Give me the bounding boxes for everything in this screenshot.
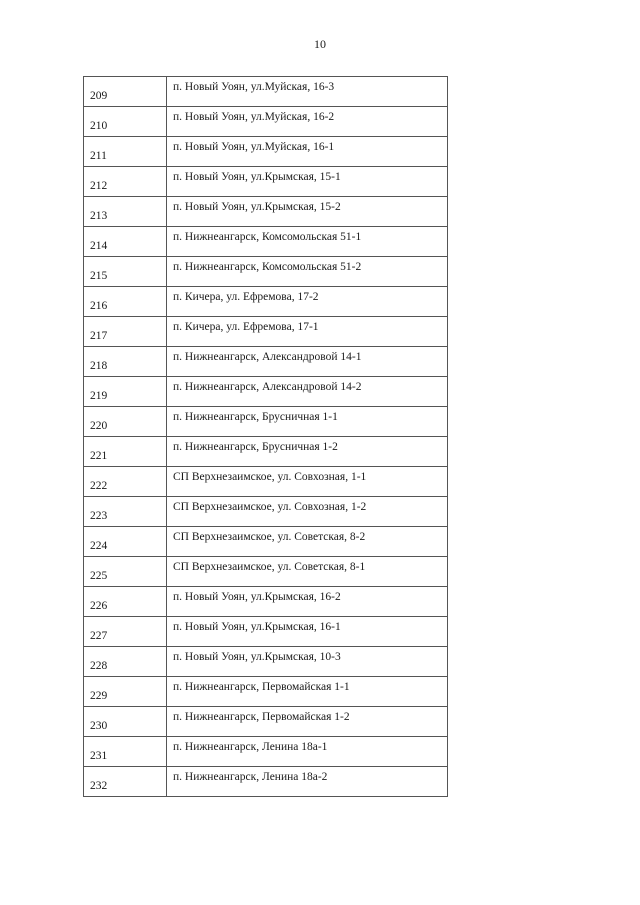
table-row (84, 287, 448, 317)
row-number: 220 (84, 407, 167, 437)
row-number: 215 (84, 257, 167, 287)
row-address: СП Верхнезаимское, ул. Совхозная, 1-1 (167, 467, 448, 497)
row-number: 224 (84, 527, 167, 557)
table-row (84, 707, 448, 737)
page-number: 10 (314, 37, 326, 51)
table-row (84, 527, 448, 557)
table-row (84, 767, 448, 797)
row-address: п. Новый Уоян, ул.Крымская, 10-3 (167, 647, 448, 677)
row-address: п. Новый Уоян, ул.Крымская, 16-2 (167, 587, 448, 617)
table-row (84, 557, 448, 587)
row-address: п. Нижнеангарск, Первомайская 1-2 (167, 707, 448, 737)
table-row (84, 317, 448, 347)
row-address: п. Нижнеангарск, Первомайская 1-1 (167, 677, 448, 707)
table-row (84, 347, 448, 377)
row-address: п. Нижнеангарск, Комсомольская 51-2 (167, 257, 448, 287)
row-address: п. Нижнеангарск, Комсомольская 51-1 (167, 227, 448, 257)
row-number: 221 (84, 437, 167, 467)
row-address: п. Нижнеангарск, Ленина 18а-1 (167, 737, 448, 767)
table-row (84, 107, 448, 137)
row-address: п. Новый Уоян, ул.Крымская, 15-2 (167, 197, 448, 227)
table-row (84, 437, 448, 467)
table-row (84, 377, 448, 407)
row-number: 214 (84, 227, 167, 257)
row-number: 217 (84, 317, 167, 347)
table-row (84, 77, 448, 107)
row-number: 209 (84, 77, 167, 107)
row-number: 218 (84, 347, 167, 377)
table-row (84, 257, 448, 287)
row-number: 229 (84, 677, 167, 707)
row-number: 232 (84, 767, 167, 797)
table-row (84, 167, 448, 197)
row-address: п. Нижнеангарск, Александровой 14-1 (167, 347, 448, 377)
row-number: 219 (84, 377, 167, 407)
row-number: 216 (84, 287, 167, 317)
table-row (84, 227, 448, 257)
row-number: 210 (84, 107, 167, 137)
row-address: СП Верхнезаимское, ул. Совхозная, 1-2 (167, 497, 448, 527)
row-address: п. Новый Уоян, ул.Крымская, 15-1 (167, 167, 448, 197)
table-row (84, 407, 448, 437)
row-number: 225 (84, 557, 167, 587)
address-table-body (84, 77, 448, 797)
row-address: п. Кичера, ул. Ефремова, 17-2 (167, 287, 448, 317)
address-table (83, 76, 448, 797)
row-number: 212 (84, 167, 167, 197)
table-row (84, 617, 448, 647)
table-row (84, 197, 448, 227)
row-address: п. Новый Уоян, ул.Муйская, 16-3 (167, 77, 448, 107)
row-address: СП Верхнезаимское, ул. Советская, 8-2 (167, 527, 448, 557)
table-row (84, 467, 448, 497)
row-address: п. Новый Уоян, ул.Крымская, 16-1 (167, 617, 448, 647)
table-row (84, 677, 448, 707)
row-address: п. Новый Уоян, ул.Муйская, 16-1 (167, 137, 448, 167)
row-number: 230 (84, 707, 167, 737)
row-address: п. Нижнеангарск, Александровой 14-2 (167, 377, 448, 407)
row-number: 222 (84, 467, 167, 497)
row-address: п. Новый Уоян, ул.Муйская, 16-2 (167, 107, 448, 137)
row-number: 213 (84, 197, 167, 227)
table-row (84, 497, 448, 527)
row-address: СП Верхнезаимское, ул. Советская, 8-1 (167, 557, 448, 587)
row-address: п. Нижнеангарск, Брусничная 1-1 (167, 407, 448, 437)
table-row (84, 737, 448, 767)
table-row (84, 137, 448, 167)
row-number: 228 (84, 647, 167, 677)
row-address: п. Нижнеангарск, Брусничная 1-2 (167, 437, 448, 467)
row-number: 223 (84, 497, 167, 527)
row-address: п. Нижнеангарск, Ленина 18а-2 (167, 767, 448, 797)
row-number: 226 (84, 587, 167, 617)
table-row (84, 647, 448, 677)
table-row (84, 587, 448, 617)
row-number: 231 (84, 737, 167, 767)
row-number: 227 (84, 617, 167, 647)
row-address: п. Кичера, ул. Ефремова, 17-1 (167, 317, 448, 347)
row-number: 211 (84, 137, 167, 167)
